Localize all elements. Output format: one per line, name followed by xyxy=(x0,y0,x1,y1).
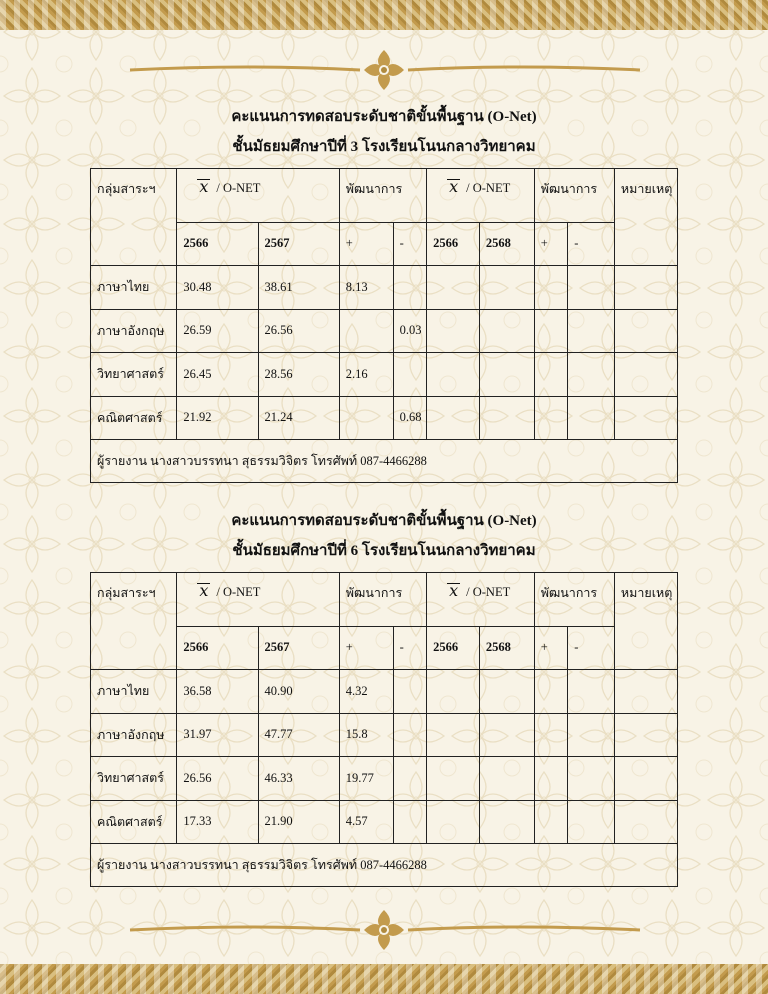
year-a1: 2566 xyxy=(177,222,258,266)
year-b1: 2566 xyxy=(427,626,480,670)
empty-cell xyxy=(479,266,534,310)
dev-plus: 2.16 xyxy=(339,353,393,397)
minus-label: - xyxy=(393,626,427,670)
year-a2: 2567 xyxy=(258,222,339,266)
table-subheader-row xyxy=(91,626,678,670)
empty-cell xyxy=(534,396,568,440)
table-header-row xyxy=(91,169,678,223)
table-row xyxy=(91,266,678,310)
bottom-ornament xyxy=(0,906,768,956)
empty-cell xyxy=(534,353,568,397)
table-row xyxy=(91,353,678,397)
empty-cell xyxy=(534,309,568,353)
empty-cell xyxy=(534,757,568,801)
table-row xyxy=(91,396,678,440)
plus-label: + xyxy=(339,222,393,266)
score-2567: 47.77 xyxy=(258,713,339,757)
dev-minus xyxy=(393,670,427,714)
dev-plus xyxy=(339,309,393,353)
section-title: คะแนนการทดสอบระดับชาติขั้นพื้นฐาน (O-Net) xyxy=(231,513,537,529)
subject: วิทยาศาสตร์ xyxy=(91,757,177,801)
header-onet-b: x / O-NET xyxy=(427,169,535,223)
empty-cell xyxy=(614,266,677,310)
empty-cell xyxy=(427,266,480,310)
mean-x-icon: x xyxy=(199,581,209,600)
header-onet-a: x / O-NET xyxy=(177,169,339,223)
subject: คณิตศาสตร์ xyxy=(91,800,177,844)
empty-cell xyxy=(614,353,677,397)
subject: ภาษาอังกฤษ xyxy=(91,309,177,353)
empty-cell xyxy=(479,309,534,353)
subject: คณิตศาสตร์ xyxy=(91,396,177,440)
top-ornament xyxy=(0,46,768,96)
empty-cell xyxy=(614,757,677,801)
empty-cell xyxy=(568,713,615,757)
score-2567: 28.56 xyxy=(258,353,339,397)
table-row xyxy=(91,757,678,801)
dev-plus xyxy=(339,396,393,440)
plus-label: + xyxy=(339,626,393,670)
mean-x-icon: x xyxy=(199,177,209,196)
score-2566: 36.58 xyxy=(177,670,258,714)
header-onet-a: x / O-NET xyxy=(177,573,339,627)
empty-cell xyxy=(479,670,534,714)
score-2567: 26.56 xyxy=(258,309,339,353)
score-2567: 21.24 xyxy=(258,396,339,440)
dev-minus xyxy=(393,353,427,397)
empty-cell xyxy=(568,757,615,801)
dev-plus: 4.32 xyxy=(339,670,393,714)
empty-cell xyxy=(479,757,534,801)
empty-cell xyxy=(534,713,568,757)
empty-cell xyxy=(479,713,534,757)
empty-cell xyxy=(479,396,534,440)
empty-cell xyxy=(427,670,480,714)
dev-plus: 19.77 xyxy=(339,757,393,801)
empty-cell xyxy=(534,670,568,714)
section-title: คะแนนการทดสอบระดับชาติขั้นพื้นฐาน (O-Net) xyxy=(231,109,537,125)
header-development-b: พัฒนาการ xyxy=(534,573,614,627)
section-subtitle: ชั้นมัธยมศึกษาปีที่ 3 โรงเรียนโนนกลางวิทยาคม xyxy=(232,139,536,155)
dev-minus xyxy=(393,800,427,844)
year-b1: 2566 xyxy=(427,222,480,266)
header-group: กลุ่มสาระฯ xyxy=(91,169,177,266)
empty-cell xyxy=(427,757,480,801)
table-row xyxy=(91,670,678,714)
minus-label-b: - xyxy=(568,222,615,266)
score-2567: 40.90 xyxy=(258,670,339,714)
section-subtitle: ชั้นมัธยมศึกษาปีที่ 6 โรงเรียนโนนกลางวิทยาคม xyxy=(232,543,536,559)
table-subheader-row xyxy=(91,222,678,266)
empty-cell xyxy=(614,396,677,440)
header-remark: หมายเหตุ xyxy=(614,169,677,266)
dev-minus xyxy=(393,266,427,310)
empty-cell xyxy=(534,800,568,844)
mean-x-icon: x xyxy=(449,177,459,196)
minus-label-b: - xyxy=(568,626,615,670)
empty-cell xyxy=(614,713,677,757)
table-row xyxy=(91,309,678,353)
header-development-a: พัฒนาการ xyxy=(339,169,426,223)
dev-minus: 0.03 xyxy=(393,309,427,353)
subject: ภาษาไทย xyxy=(91,266,177,310)
header-development-a: พัฒนาการ xyxy=(339,573,426,627)
empty-cell xyxy=(568,309,615,353)
table-row xyxy=(91,713,678,757)
onet-m6-section xyxy=(90,506,678,887)
subject: วิทยาศาสตร์ xyxy=(91,353,177,397)
year-b2: 2568 xyxy=(479,626,534,670)
dev-minus: 0.68 xyxy=(393,396,427,440)
score-2566: 21.92 xyxy=(177,396,258,440)
header-remark: หมายเหตุ xyxy=(614,573,677,670)
score-2567: 38.61 xyxy=(258,266,339,310)
header-development-b: พัฒนาการ xyxy=(534,169,614,223)
subject: ภาษาไทย xyxy=(91,670,177,714)
plus-label-b: + xyxy=(534,626,568,670)
empty-cell xyxy=(614,309,677,353)
empty-cell xyxy=(568,353,615,397)
score-2566: 26.59 xyxy=(177,309,258,353)
empty-cell xyxy=(568,800,615,844)
empty-cell xyxy=(568,396,615,440)
empty-cell xyxy=(534,266,568,310)
empty-cell xyxy=(427,309,480,353)
subject: ภาษาอังกฤษ xyxy=(91,713,177,757)
year-a2: 2567 xyxy=(258,626,339,670)
reporter-line: ผู้รายงาน นางสาวบรรทนา สุธรรมวิจิตร โทรศัพท์ 087-4466288 xyxy=(91,844,678,887)
table-header-row xyxy=(91,573,678,627)
table-footer-row xyxy=(91,440,678,483)
mean-x-icon: x xyxy=(449,581,459,600)
empty-cell xyxy=(614,670,677,714)
year-a1: 2566 xyxy=(177,626,258,670)
dev-plus: 8.13 xyxy=(339,266,393,310)
score-2567: 21.90 xyxy=(258,800,339,844)
minus-label: - xyxy=(393,222,427,266)
empty-cell xyxy=(568,266,615,310)
score-2566: 26.56 xyxy=(177,757,258,801)
empty-cell xyxy=(427,353,480,397)
dev-minus xyxy=(393,757,427,801)
empty-cell xyxy=(614,800,677,844)
dev-minus xyxy=(393,713,427,757)
header-group: กลุ่มสาระฯ xyxy=(91,573,177,670)
score-2566: 31.97 xyxy=(177,713,258,757)
top-gold-border xyxy=(0,0,768,30)
score-2566: 17.33 xyxy=(177,800,258,844)
dev-plus: 4.57 xyxy=(339,800,393,844)
empty-cell xyxy=(427,713,480,757)
score-2566: 30.48 xyxy=(177,266,258,310)
table-footer-row xyxy=(91,844,678,887)
onet-m3-section xyxy=(90,102,678,483)
empty-cell xyxy=(427,800,480,844)
plus-label-b: + xyxy=(534,222,568,266)
year-b2: 2568 xyxy=(479,222,534,266)
empty-cell xyxy=(479,353,534,397)
reporter-line: ผู้รายงาน นางสาวบรรทนา สุธรรมวิจิตร โทรศัพท์ 087-4466288 xyxy=(91,440,678,483)
empty-cell xyxy=(479,800,534,844)
onet-m3-table xyxy=(90,168,678,483)
bottom-gold-border xyxy=(0,964,768,994)
empty-cell xyxy=(427,396,480,440)
header-onet-b: x / O-NET xyxy=(427,573,535,627)
empty-cell xyxy=(568,670,615,714)
onet-m6-table xyxy=(90,572,678,887)
table-row xyxy=(91,800,678,844)
score-2567: 46.33 xyxy=(258,757,339,801)
score-2566: 26.45 xyxy=(177,353,258,397)
dev-plus: 15.8 xyxy=(339,713,393,757)
